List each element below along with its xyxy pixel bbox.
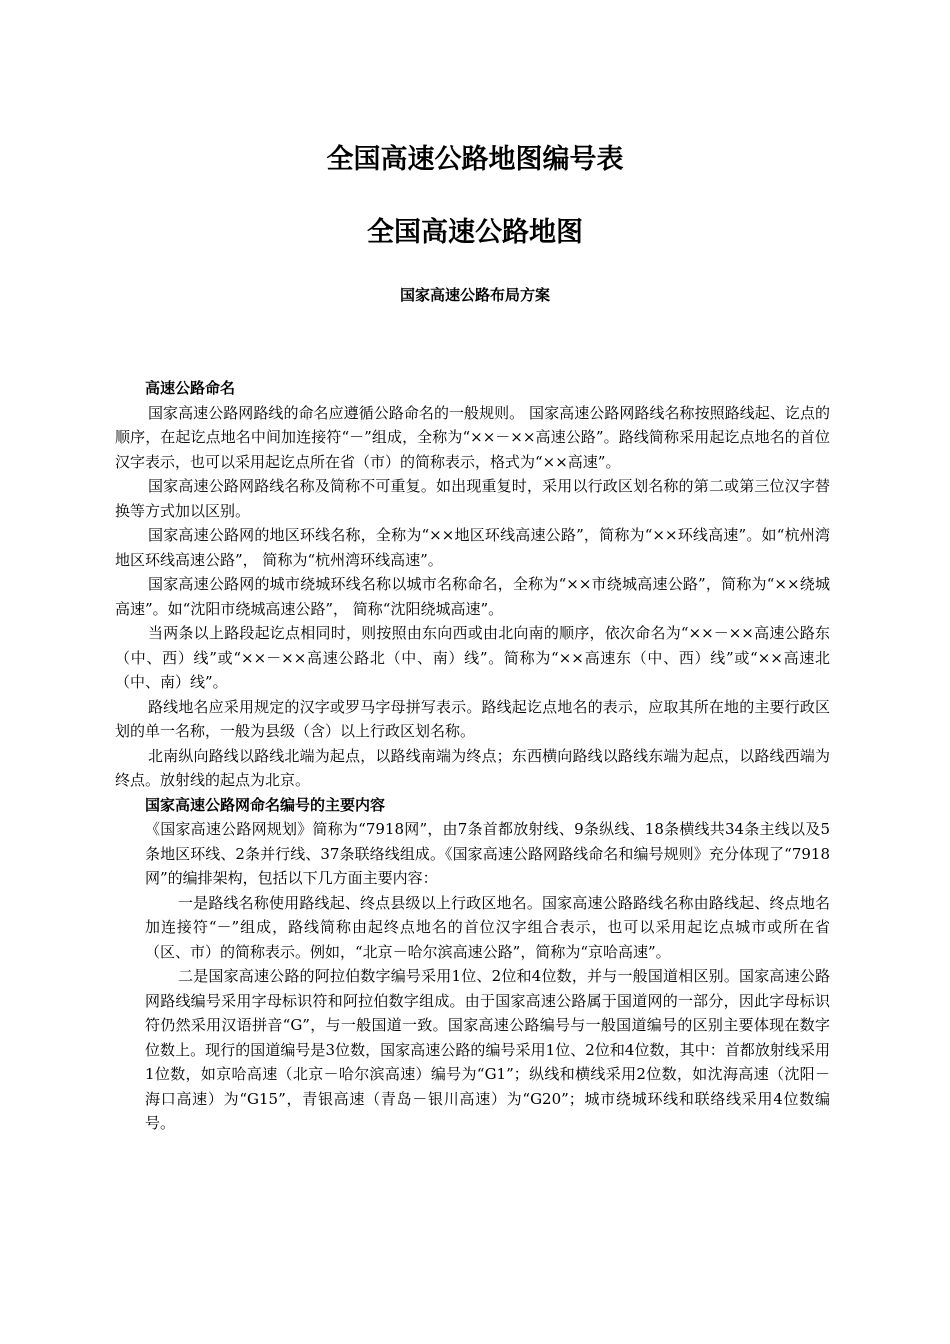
section-heading-naming: 高速公路命名	[145, 379, 236, 397]
document-title: 全国高速公路地图编号表	[326, 144, 624, 175]
paragraph: 当两条以上路段起讫点相同时，则按照由东向西或由北向南的顺序，依次命名为“××－××高速公路东（中、西）线”或“××－××高速公路北（中、南）线”。简称为“××高速东（中、西）线”或“××高速北（中、南）线”。	[115, 624, 830, 691]
paragraph: 国家高速公路网路线名称及简称不可重复。如出现重复时，采用以行政区划名称的第二或第三位汉字替换等方式加以区别。	[115, 477, 830, 520]
section-heading-numbering: 国家高速公路网命名编号的主要内容	[145, 795, 386, 814]
paragraph-point: 一是路线名称使用路线起、终点县级以上行政区地名。国家高速公路路线名称由路线起、终点地名加连接符“－”组成，路线简称由起终点地名的首位汉字组合表示，也可以采用起讫点城市或所在省（区、市）的简称表示。例如，“北京－哈尔滨高速公路”，简称为“京哈高速”。	[145, 893, 830, 961]
paragraph-intro: 《国家高速公路网规划》简称为“7918网”，由7条首都放射线、9条纵线、18条横线共34条主线以及5条地区环线、2条并行线、37条联络线组成。《国家高速公路网路线命名和编号规则》充分体现了“7918网”的编排架构，包括以下几方面主要内容：	[145, 820, 830, 887]
paragraph: 路线地名应采用规定的汉字或罗马字母拼写表示。路线起讫点地名的表示，应取其所在地的主要行政区划的单一名称，一般为县级（含）以上行政区划名称。	[115, 697, 830, 740]
paragraph: 国家高速公路网的地区环线名称，全称为“××地区环线高速公路”，简称为“××环线高速”。如“杭州湾地区环线高速公路”， 简称为“杭州湾环线高速”。	[115, 526, 830, 569]
document-body	[115, 376, 830, 1136]
paragraph: 北南纵向路线以路线北端为起点，以路线南端为终点；东西横向路线以路线东端为起点，以路线西端为终点。放射线的起点为北京。	[115, 746, 830, 789]
paragraph-point: 二是国家高速公路的阿拉伯数字编号采用1位、2位和4位数，并与一般国道相区别。国家高速公路网路线编号采用字母标识符和阿拉伯数字组成。由于国家高速公路属于国道网的一部分，因此字母标识符仍然采用汉语拼音“G”，与一般国道一致。国家高速公路编号与一般国道编号的区别主要体现在数字位数上。现行的国道编号是3位数，国家高速公路的编号采用1位、2位和4位数，其中：首都放射线采用1位数，如京哈高速（北京－哈尔滨高速）编号为“G1”；纵线和横线采用2位数，如沈海高速（沈阳－海口高速）为“G15”，青银高速（青岛－银川高速）为“G20”；城市绕城环线和联络线采用4位数编号。	[145, 967, 830, 1132]
paragraph: 国家高速公路网路线的命名应遵循公路命名的一般规则。 国家高速公路网路线名称按照路线起、讫点的顺序，在起讫点地名中间加连接符“－”组成，全称为“××－××高速公路”。路线简称采用起讫点地名的首位汉字表示，也可以采用起讫点所在省（市）的简称表示，格式为“××高速”。	[115, 403, 830, 471]
paragraph: 国家高速公路网的城市绕城环线名称以城市名称命名，全称为“××市绕城高速公路”，简称为“××绕城高速”。如“沈阳市绕城高速公路”， 简称“沈阳绕城高速”。	[115, 575, 830, 618]
document-subtitle: 全国高速公路地图	[367, 217, 583, 248]
section-title: 国家高速公路布局方案	[399, 286, 550, 304]
